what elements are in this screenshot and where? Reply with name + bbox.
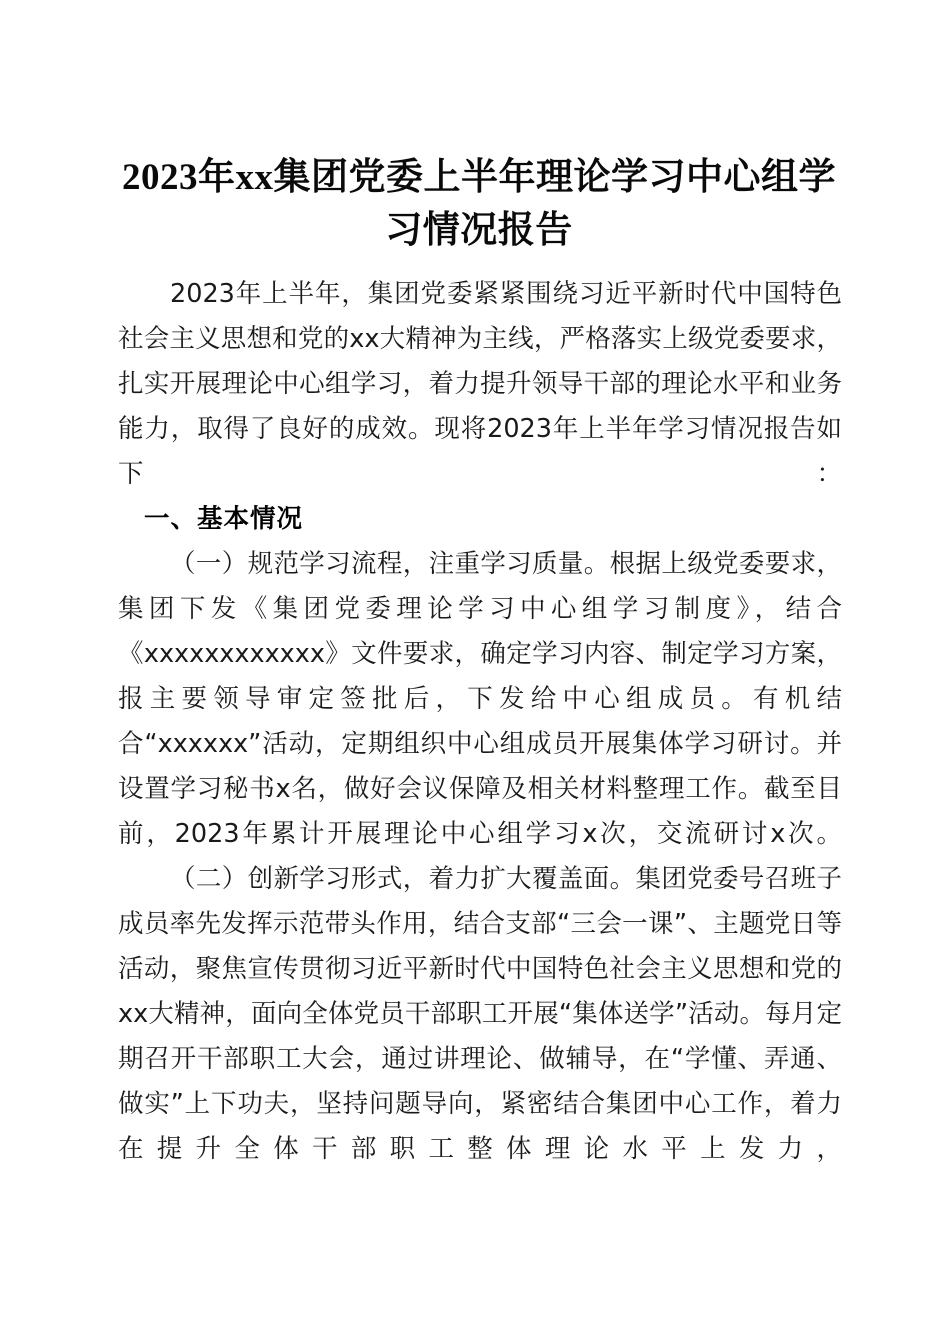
document-body [118, 272, 842, 1172]
page-title: 2023年xx集团党委上半年理论学习中心组学习情况报告 [122, 156, 836, 251]
intro-paragraph: 2023年上半年，集团党委紧紧围绕习近平新时代中国特色社会主义思想和党的xx大精神为主线，严格落实上级党委要求，扎实开展理论中心组学习，着力提升领导干部的理论水平和业务能力，取得了良好的成效。现将2023年上半年学习情况报告如下： [118, 279, 842, 489]
subsection-paragraph-study-process: （一）规范学习流程，注重学习质量。根据上级党委要求，集团下发《集团党委理论学习中心组学习制度》，结合《xxxxxxxxxxxx》文件要求，确定学习内容、制定学习方案，报主要领导审定签批后，下发给中心组成员。有机结合“xxxxxx”活动，定期组织中心组成员开展集体学习研讨。并设置学习秘书x名，做好会议保障及相关材料整理工作。截至目前，2023年累计开展理论中心组学习x次，交流研讨x次。 [118, 549, 842, 849]
subsection-paragraph-study-forms: （二）创新学习形式，着力扩大覆盖面。集团党委号召班子成员率先发挥示范带头作用，结合支部“三会一课”、主题党日等活动，聚焦宣传贯彻习近平新时代中国特色社会主义思想和党的xx大精神，面向全体党员干部职工开展“集体送学”活动。每月定期召开干部职工大会，通过讲理论、做辅导，在“学懂、弄通、做实”上下功夫，坚持问题导向，紧密结合集团中心工作，着力在提升全体干部职工整体理论水平上发力， [118, 864, 842, 1164]
section-heading-basic-situation: 一、基本情况 [144, 504, 304, 534]
